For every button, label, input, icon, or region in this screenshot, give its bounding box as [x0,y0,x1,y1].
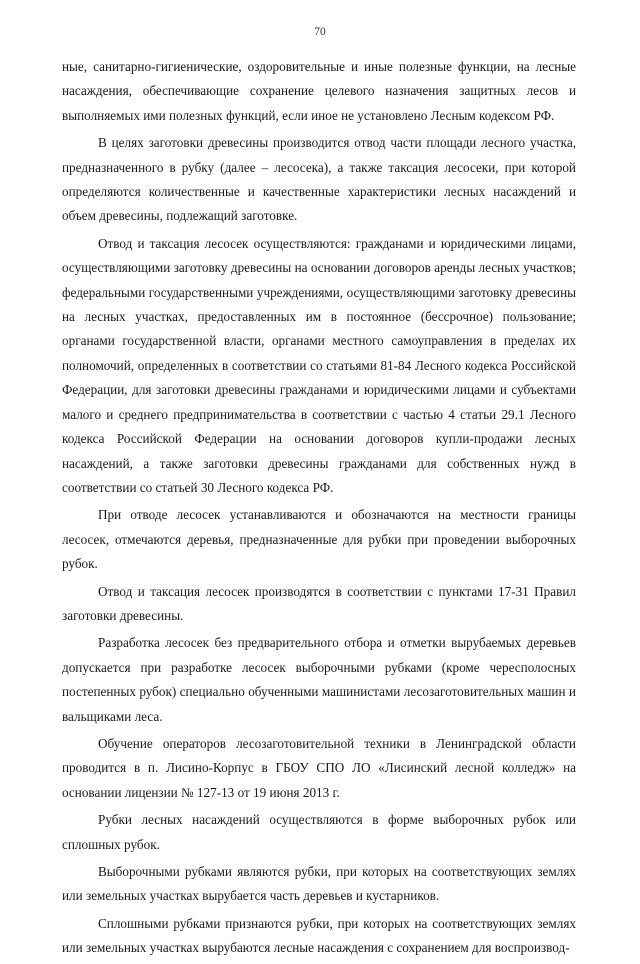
paragraph: В целях заготовки древесины производится отвод части площади лесного участка, предназначенного в рубку (далее – лесосека), а также таксация лесосеки, при которой определяются количественные и качественные характеристики лесных насаждений и объем древесины, подлежащий заготовке. [62,135,576,224]
paragraph: Обучение операторов лесозаготовительной техники в Ленинградской области проводится в п. Лисино-Корпус в ГБОУ СПО ЛО «Лисинский лесной колледж» на основании лицензии № 127-13 от 19 июня 2013 г. [62,735,576,800]
paragraph: Сплошными рубками признаются рубки, при которых на соответствующих землях или земельных участках вырубаются лесные насаждения с сохранением для воспроизвод- [62,915,576,956]
paragraph: Выборочными рубками являются рубки, при которых на соответствующих землях или земельных участках вырубается часть деревьев и кустарников. [62,864,576,904]
paragraph: Разработка лесосек без предварительного отбора и отметки вырубаемых деревьев допускается при разработке лесосек выборочными рубками (кроме чересполосных постепенных рубок) специально обученными машинистами лесозаготовительных машин и вальщиками леса. [62,635,576,724]
paragraph: Рубки лесных насаждений осуществляются в форме выборочных рубок или сплошных рубок. [62,812,576,852]
paragraph: ные, санитарно-гигиенические, оздоровительные и иные полезные функции, на лесные насаждения, обеспечивающие сохранение целевого назначения защитных лесов и выполняемых ими полезных функций, если иное не установлено Лесным кодексом РФ. [62,59,576,123]
paragraph: Отвод и таксация лесосек производятся в соответствии с пунктами 17-31 Правил заготовки древесины. [62,583,576,623]
paragraph: Отвод и таксация лесосек осуществляются: гражданами и юридическими лицами, осуществляющими заготовку древесины на основании договоров аренды лесных участков; федеральными государственными учреждениями, осуществляющими заготовку древесины на лесных участках, предоставленных им в постоянное (бессрочное) пользование; органами государственной власти, органами местного самоуправления в пределах их полномочий, определенных в соответствии со статьями 81-84 Лесного кодекса Российской Федерации, для заготовки древесины гражданами и юридическими лицами и субъектами малого и среднего предпринимательства в соответствии с частью 4 статьи 29.1 Лесного кодекса Российской Федерации на основании договоров купли-продажи лесных насаждений, а также заготовки древесины гражданами для собственных нужд в соответствии со статьей 30 Лесного кодекса РФ. [62,235,576,495]
page-body [62,55,576,964]
paragraph: При отводе лесосек устанавливаются и обозначаются на местности границы лесосек, отмечаются деревья, предназначенные для рубки при проведении выборочных рубок. [62,507,576,572]
page-number: 70 [314,26,326,38]
